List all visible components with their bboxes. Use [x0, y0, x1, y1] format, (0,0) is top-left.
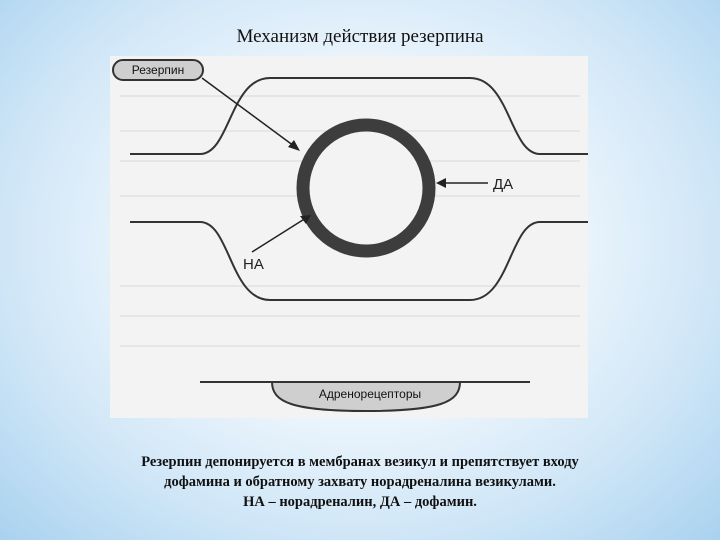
na-arrow [252, 218, 306, 252]
da-arrowhead [436, 178, 446, 188]
diagram-figure [110, 56, 588, 418]
slide-title: Механизм действия резерпина [236, 26, 484, 47]
caption-line-2: дофамина и обратному захвату норадреналина везикулами. [164, 474, 556, 490]
caption-line-1: Резерпин депонируется в мембранах везикул и препятствует входу [141, 454, 579, 470]
noradrenaline-label: НА [243, 256, 264, 273]
reserpine-label: Резерпин [112, 59, 204, 81]
caption-line-3: НА – норадреналин, ДА – дофамин. [243, 494, 477, 510]
slide-caption [40, 452, 680, 512]
adrenoreceptors-label: Адренорецепторы [318, 387, 422, 401]
diagram-svg [110, 56, 588, 418]
vesicle [303, 125, 429, 251]
reserpine-arrowhead [288, 140, 300, 151]
dopamine-label: ДА [493, 176, 514, 193]
